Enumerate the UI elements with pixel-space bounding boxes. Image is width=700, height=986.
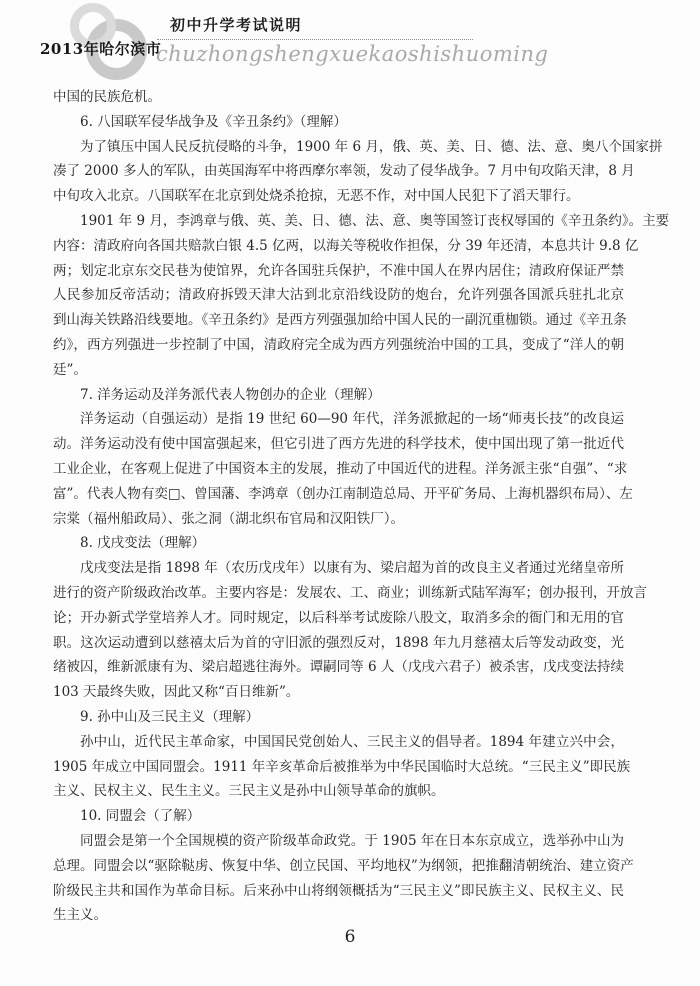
body-line: 孙中山，近代民主革命家，中国国民党创始人、三民主义的倡导者。1894 年建立兴中会， <box>80 733 624 750</box>
body-line: 内容：清政府向各国共赔款白银 4.5 亿两，以海关等税收作担保，分 39 年还清，本息共计 9.8 亿 <box>53 237 639 254</box>
body-line: 廷”。 <box>53 361 87 378</box>
body-line: 两；划定北京东交民巷为使馆界，允许各国驻兵保护，不准中国人在界内居住；清政府保证严禁 <box>53 262 624 279</box>
body-line: 约》，西方列强进一步控制了中国，清政府完全成为西方列强统治中国的工具，变成了“洋人的朝 <box>53 336 624 353</box>
section-heading: 8. 戊戌变法（理解） <box>80 535 206 552</box>
dotted-divider <box>157 39 473 40</box>
section-heading: 9. 孙中山及三民主义（理解） <box>80 708 260 725</box>
body-line: 1901 年 9 月，李鸿章与俄、英、美、日、德、法、意、奥等国签订丧权辱国的《辛丑条约》。主要 <box>80 212 670 229</box>
body-line: 戊戌变法是指 1898 年（农历戊戌年）以康有为、梁启超为首的改良主义者通过光绪皇帝所 <box>80 560 624 577</box>
section-heading: 7. 洋务运动及洋务派代表人物创办的企业（理解） <box>80 386 381 403</box>
body-line: 人民参加反帝活动；清政府拆毁天津大沽到北京沿线设防的炮台，允许列强各国派兵驻扎北京 <box>53 287 624 304</box>
body-line: 生主义。 <box>53 907 107 924</box>
body-line: 动。洋务运动没有使中国富强起来，但它引进了西方先进的科学技术，使中国出现了第一批近代 <box>53 436 624 453</box>
body-line: 103 天最终失败，因此又称“百日维新”。 <box>53 684 300 701</box>
page-header <box>0 0 700 84</box>
body-line: 同盟会是第一个全国规模的资产阶级革命政党。于 1905 年在日本东京成立，选举孙中山为 <box>80 832 624 849</box>
body-line: 到山海关铁路沿线要地。《辛丑条约》是西方列强强加给中国人民的一副沉重枷锁。通过《辛丑条 <box>53 312 627 329</box>
body-line: 中国的民族危机。 <box>53 89 161 105</box>
body-line: 主义、民权主义、民生主义。三民主义是孙中山领导革命的旗帜。 <box>53 783 445 800</box>
body-line: 凑了 2000 多人的军队，由英国海军中将西摩尔率领，发动了侵华战争。7 月中旬攻陷天津，8 月 <box>53 163 635 180</box>
body-line: 阶级民主共和国作为革命目标。后来孙中山将纲领概括为“三民主义”即民族主义、民权主义、民 <box>53 882 624 899</box>
body-line: 职。这次运动遭到以慈禧太后为首的守旧派的强烈反对，1898 年九月慈禧太后等发动政变，光 <box>53 634 624 651</box>
body-text <box>53 85 670 928</box>
body-line: 中旬攻入北京。八国联军在北京到处烧杀抢掠，无恶不作，对中国人民犯下了滔天罪行。 <box>53 188 580 205</box>
body-line: 宗棠（福州船政局）、张之洞（湖北织布官局和汉阳铁厂）。 <box>53 510 404 527</box>
body-line: 绪被囚，维新派康有为、梁启超逃往海外。谭嗣同等 6 人（戊戌六君子）被杀害，戊戌变法持续 <box>53 659 624 676</box>
body-line: 洋务运动（自强运动）是指 19 世纪 60—90 年代，洋务派掀起的一场“师夷长技”的改良运 <box>80 411 624 428</box>
body-line: 工业企业，在客观上促进了中国资本主的发展，推动了中国近代的进程。洋务派主张“自强”、“求 <box>53 460 628 477</box>
section-heading: 10. 同盟会（了解） <box>80 808 201 825</box>
body-line: 总理。同盟会以“驱除鞑虏、恢复中华、创立民国、平均地权”为纲领，把推翻清朝统治、建立资产 <box>53 857 634 874</box>
body-line: 1905 年成立中国同盟会。1911 年辛亥革命后被推举为中华民国临时大总统。“三民主义”即民族 <box>53 758 631 775</box>
brand-year-city: 2013年哈尔滨市 <box>40 40 162 58</box>
body-line: 论；开办新式学堂培养人才。同时规定，以后科举考试废除八股文，取消多余的衙门和无用的官 <box>53 609 624 626</box>
body-line: 富”。代表人物有奕□、曾国藩、李鸿章（创办江南制造总局、开平矿务局、上海机器织布局）、左 <box>53 485 633 502</box>
body-line: 为了镇压中国人民反抗侵略的斗争，1900 年 6 月，俄、英、美、日、德、法、意、奥八个国家拼 <box>80 138 663 155</box>
pinyin-subtitle: chuzhongshengxuekaoshishuoming <box>156 42 549 66</box>
body-line: 进行的资产阶级政治改革。主要内容是：发展农、工、商业；训练新式陆军海军；创办报刊，开放言 <box>53 584 647 601</box>
section-heading: 6. 八国联军侵华战争及《辛丑条约》（理解） <box>80 113 347 130</box>
document-title: 初中升学考试说明 <box>170 17 303 34</box>
page-number: 6 <box>344 927 356 947</box>
